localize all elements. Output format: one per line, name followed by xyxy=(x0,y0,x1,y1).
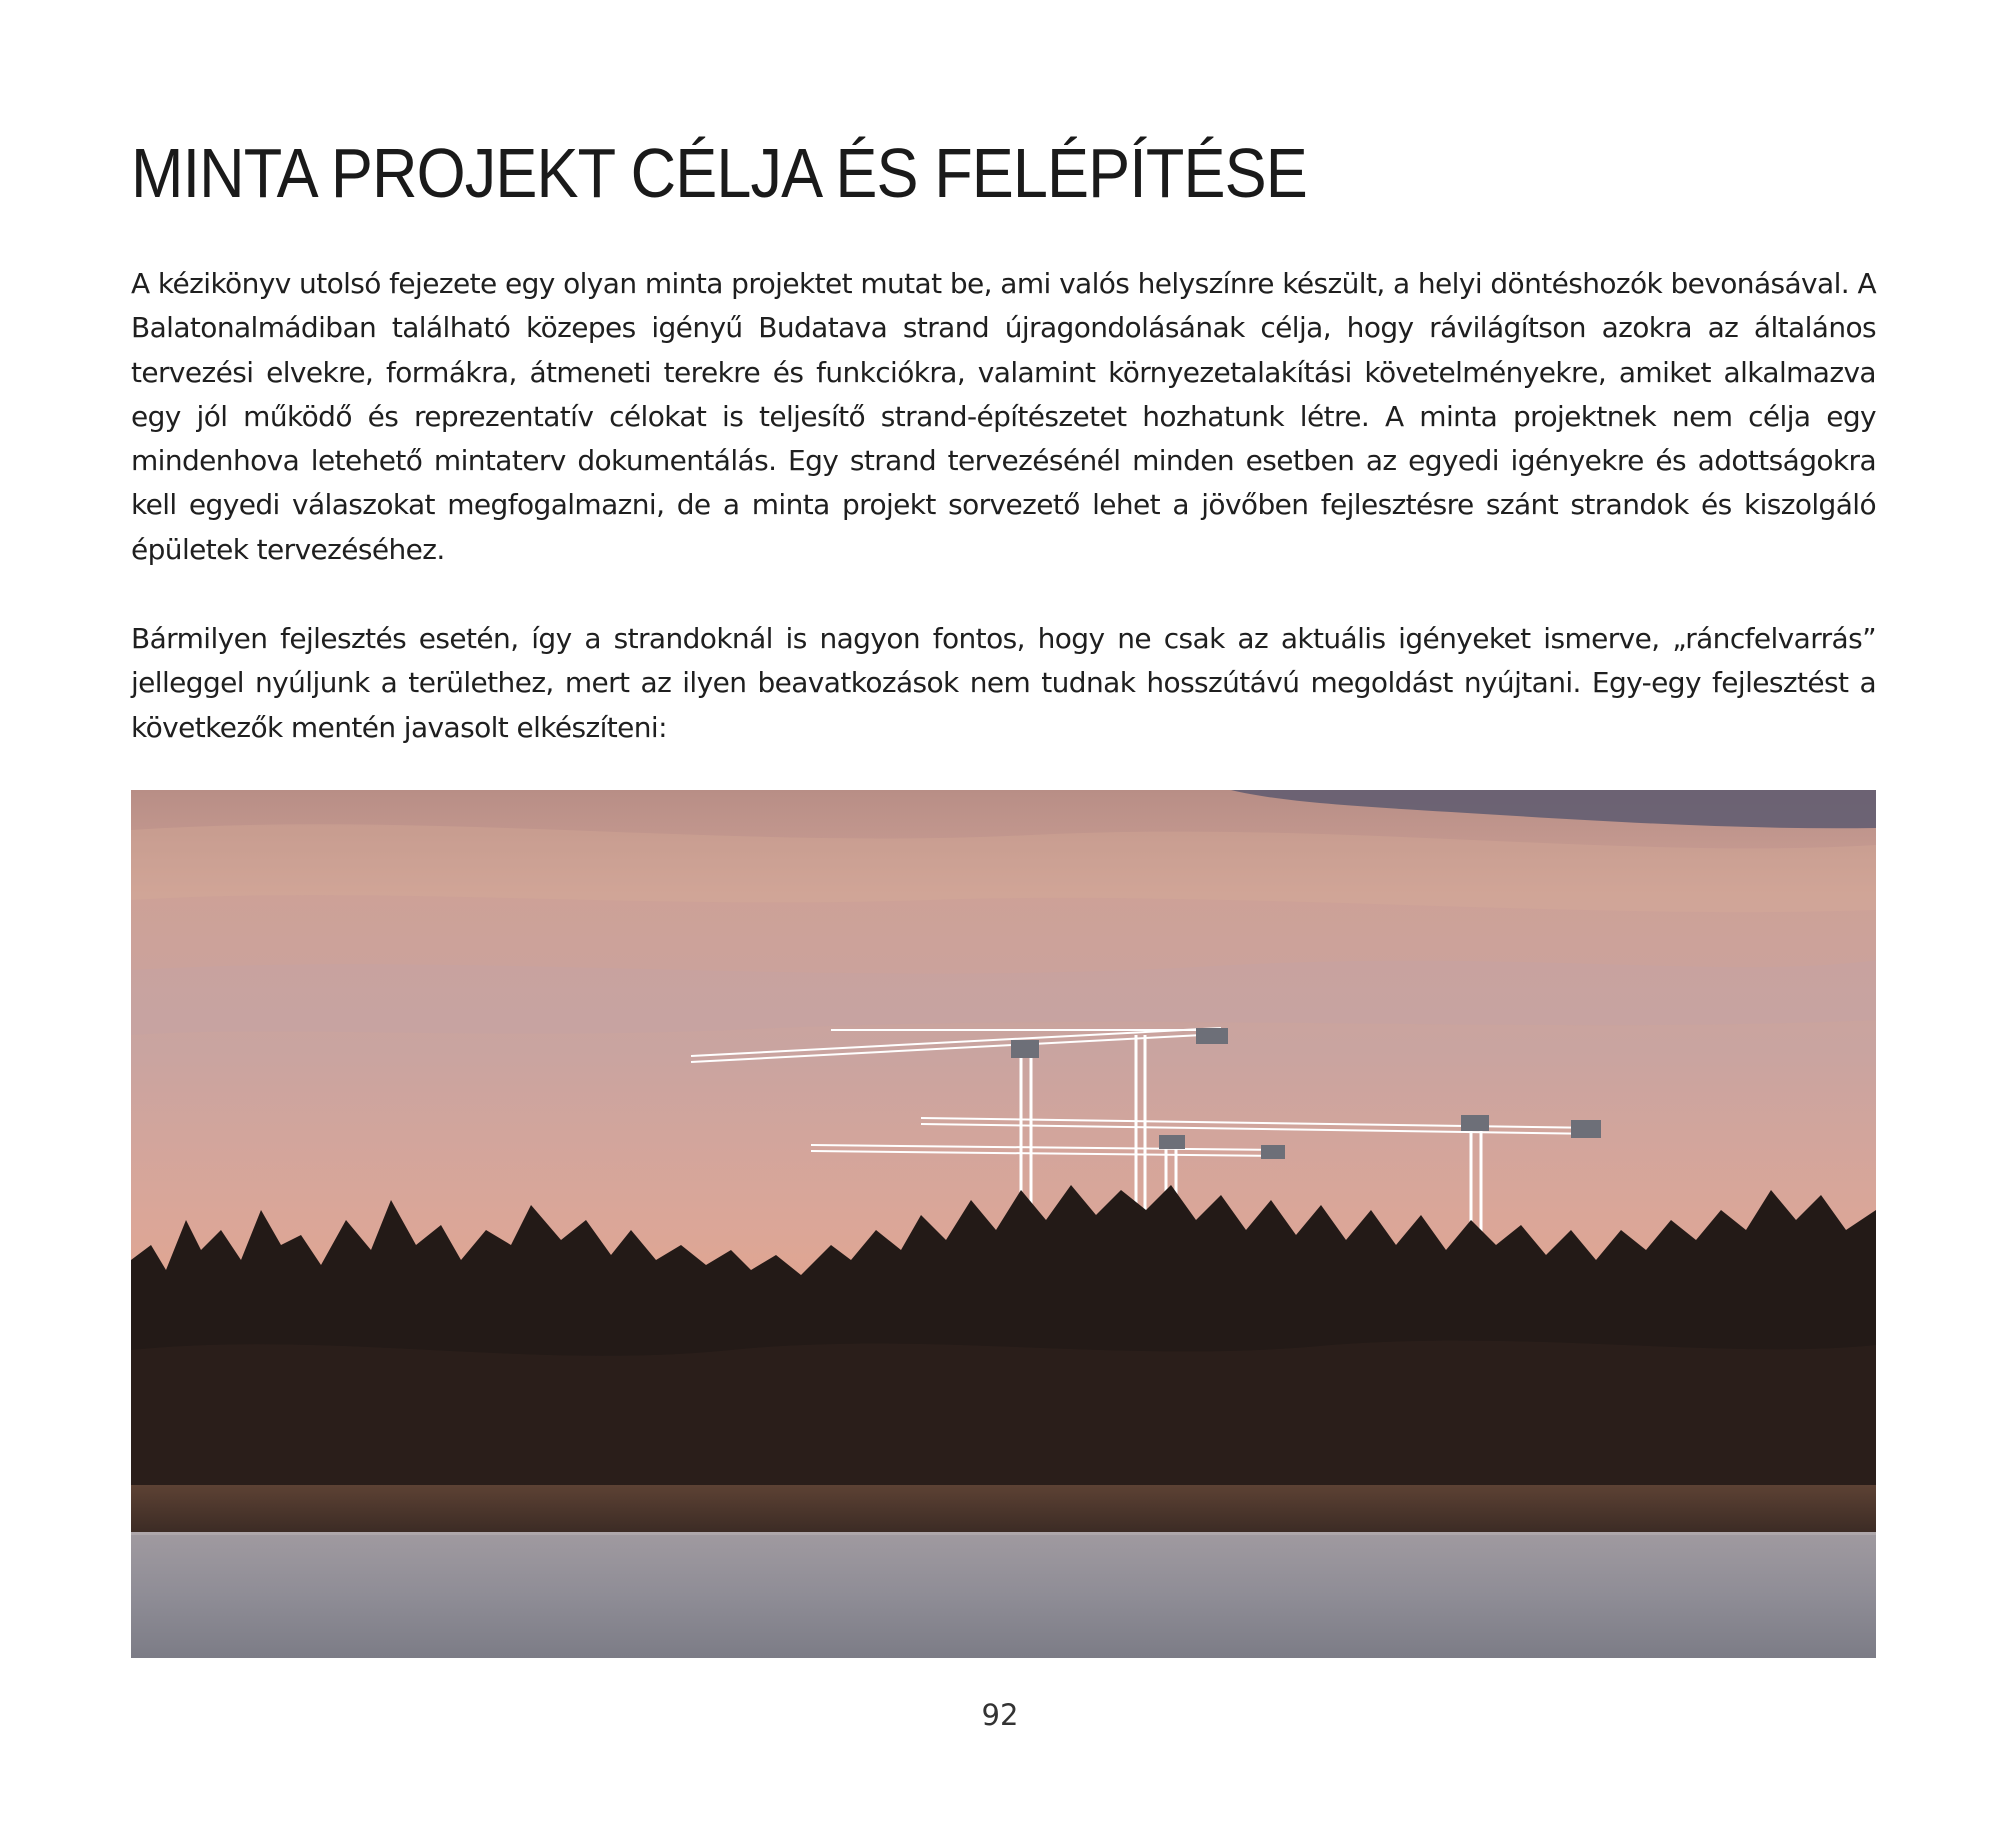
reed-bank xyxy=(131,1485,1876,1535)
body-paragraph-1: A kézikönyv utolsó fejezete egy olyan minta projektet mutat be, ami valós helyszínre készült, a helyi döntéshozók bevonásával. A Balatonalmádiban található közepes igényű Budatava strand újragondolásának célja, hogy rávilágítson azokra az általános tervezési elvekre, formákra, átmeneti terekre és funkciókra, valamint környezetalakítási követelményekre, amiket alkalmazva egy jól működő és reprezentatív célokat is teljesítő strand-építészetet hozhatunk létre. A minta projektnek nem célja egy mindenhova letehető mintaterv dokumentálás. Egy strand tervezésénél minden esetben az egyedi igényekre és adottságokra kell egyedi válaszokat megfogalmazni, de a minta projekt sorvezető lehet a jövőben fejlesztésre szánt strandok és kiszolgáló épületek tervezéséhez. xyxy=(131,267,1876,566)
page-title: MINTA PROJEKT CÉLJA ÉS FELÉPÍTÉSE xyxy=(131,134,1307,212)
page-number: 92 xyxy=(981,1698,1019,1732)
body-paragraph-2: Bármilyen fejlesztés esetén, így a strandoknál is nagyon fontos, hogy ne csak az aktuális igényeket ismerve, „ráncfelvarrás” jelleggel nyúljunk a területhez, mert az ilyen beavatkozások nem tudnak hosszútávú megoldást nyújtani. Egy-egy fejlesztést a következők mentén javasolt elkészíteni: xyxy=(131,622,1876,744)
sunset-lake-cranes-photo xyxy=(131,790,1876,1658)
lake-water xyxy=(131,1532,1876,1658)
